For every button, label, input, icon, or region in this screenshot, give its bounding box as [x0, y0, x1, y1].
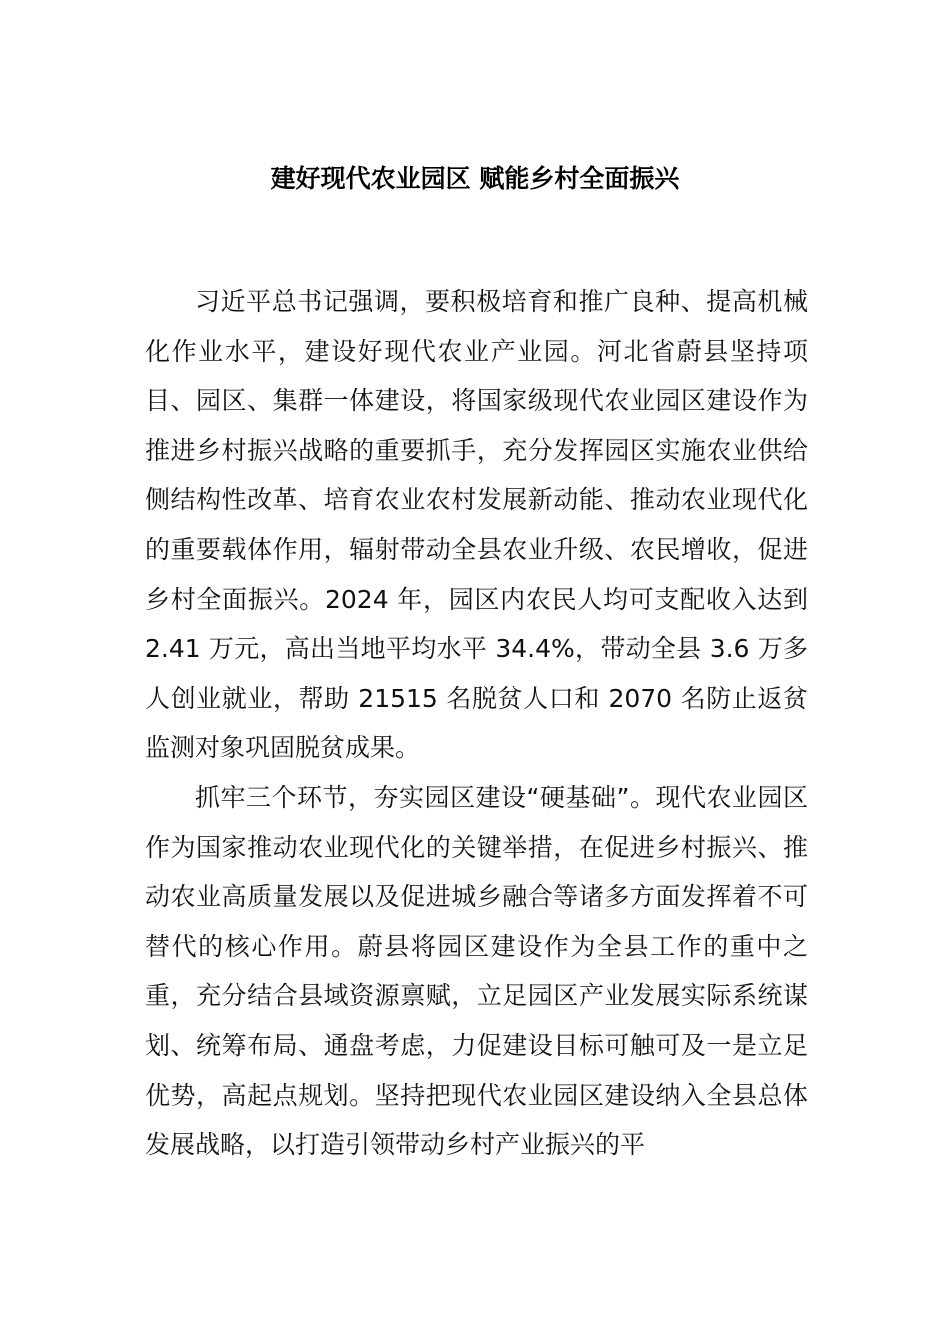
paragraph-1: 习近平总书记强调，要积极培育和推广良种、提高机械化作业水平，建设好现代农业产业园。河北省蔚县坚持项目、园区、集群一体建设，将国家级现代农业园区建设作为推进乡村振兴战略的重要抓手，充分发挥园区实施农业供给侧结构性改革、培育农业农村发展新动能、推动农业现代化的重要载体作用，辐射带动全县农业升级、农民增收，促进乡村全面振兴。2024 年，园区内农民人均可支配收入达到 2.41 万元，高出当地平均水平 34.4%，带动全县 3.6 万多人创业就业，帮助 21515 名脱贫人口和 2070 名防止返贫监测对象巩固脱贫成果。: [145, 287, 808, 763]
document-body: [145, 277, 808, 1170]
paragraph-2: 抓牢三个环节，夯实园区建设“硬基础”。现代农业园区作为国家推动农业现代化的关键举措，在促进乡村振兴、推动农业高质量发展以及促进城乡融合等诸多方面发挥着不可替代的核心作用。蔚县将园区建设作为全县工作的重中之重，充分结合县域资源禀赋，立足园区产业发展实际系统谋划、统筹布局、通盘考虑，力促建设目标可触可及一是立足优势，高起点规划。坚持把现代农业园区建设纳入全县总体发展战略，以打造引领带动乡村产业振兴的平: [145, 782, 808, 1160]
document-title: 建好现代农业园区 赋能乡村全面振兴: [270, 164, 680, 193]
